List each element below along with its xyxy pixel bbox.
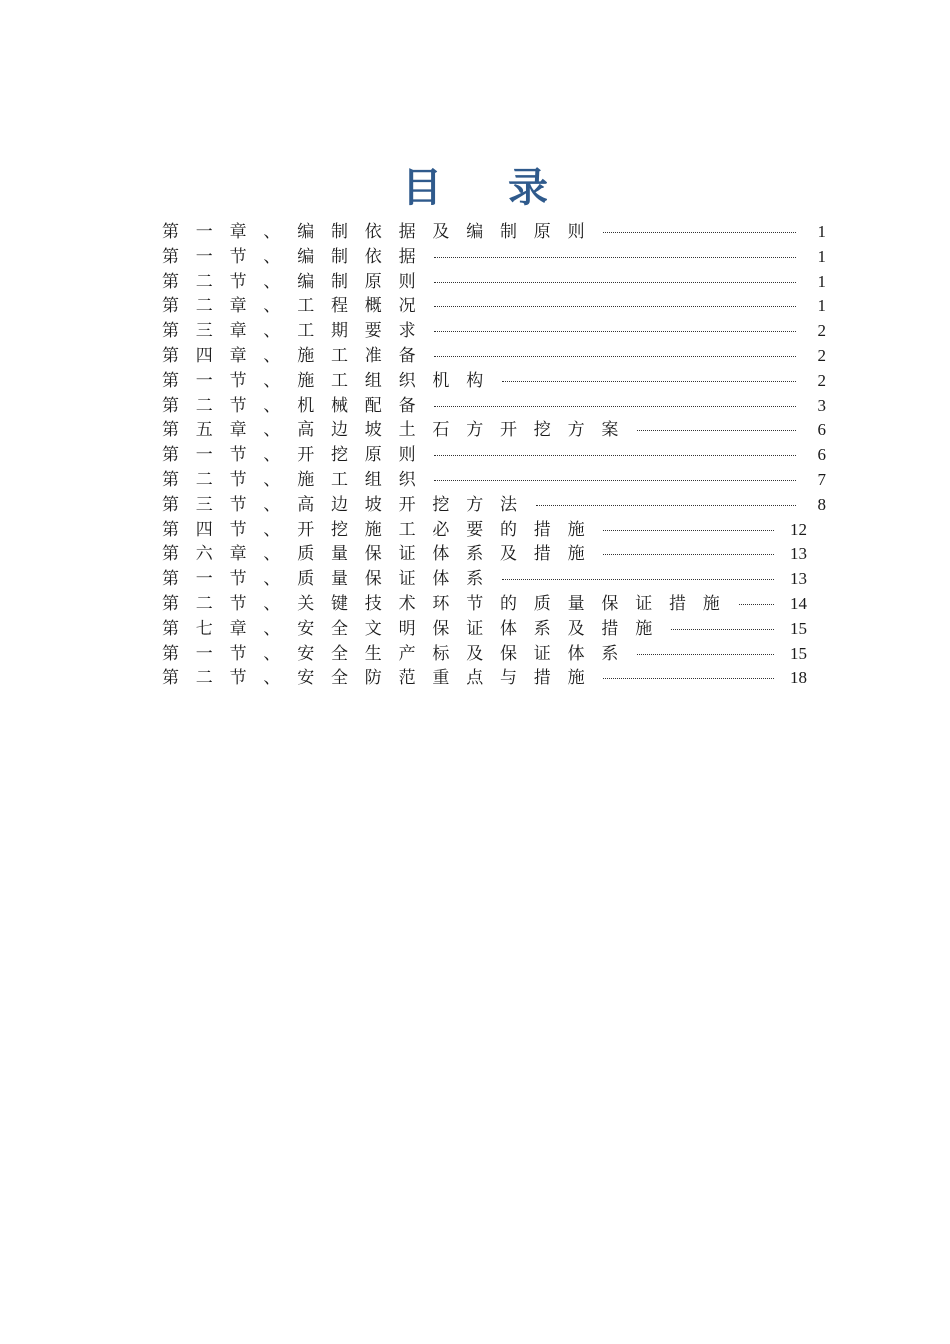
toc-page-number: 12 [790,519,807,539]
toc-page-number: 1 [817,296,826,316]
toc-entry[interactable] [162,617,826,642]
toc-dot-leader [603,530,774,531]
toc-dot-leader [434,331,796,332]
toc-entry-text: 第五章、高边坡土石方开挖方案 [162,420,636,441]
toc-entry-text: 第三节、高边坡开挖方法 [162,494,534,515]
toc-page-number: 3 [817,395,826,415]
toc-entry[interactable] [162,245,826,270]
toc-page-number: 1 [817,246,826,266]
toc-page-number: 13 [790,544,807,564]
toc-entry-text: 第一节、质量保证体系 [162,569,500,590]
toc-page-number: 15 [790,618,807,638]
toc-page-number: 8 [817,494,826,514]
toc-entry[interactable] [162,493,826,518]
toc-title-left: 目 [402,164,442,211]
toc-page-number: 1 [817,222,826,241]
toc-dot-leader [671,629,774,630]
toc-dot-leader [434,356,796,357]
toc-entry-text: 第一节、安全生产标及保证体系 [162,643,636,664]
toc-title-right: 录 [508,164,548,211]
toc-entry-text: 第一章、编制依据及编制原则 [162,222,602,242]
toc-dot-leader [502,579,774,580]
toc-dot-leader [637,430,796,431]
toc-entry[interactable] [162,270,826,295]
toc-entry[interactable] [162,468,826,493]
toc-page-number: 6 [817,420,826,440]
toc-entry-text: 第三章、工期要求 [162,321,433,342]
toc-dot-leader [603,554,774,555]
toc-entry[interactable] [162,592,826,617]
toc-entry[interactable] [162,369,826,394]
toc-entry-text: 第一节、编制依据 [162,246,433,267]
toc-page-number: 7 [817,469,826,489]
toc-entry-text: 第四节、开挖施工必要的措施 [162,519,602,540]
toc-dot-leader [739,604,774,605]
toc-page-number: 15 [790,643,807,663]
toc-entry-text: 第七章、安全文明保证体系及措施 [162,618,669,639]
toc-entry-text: 第六章、质量保证体系及措施 [162,544,602,565]
toc-dot-leader [502,381,796,382]
toc-page-number: 18 [790,668,807,688]
toc-entry-text: 第二节、关键技术环节的质量保证措施 [162,593,737,614]
toc-page-number: 6 [817,445,826,465]
toc-dot-leader [603,678,774,679]
toc-entry[interactable] [162,394,826,419]
toc-entry-text: 第二节、机械配备 [162,395,433,416]
toc-dot-leader [434,406,796,407]
toc-entry[interactable] [162,418,826,443]
toc-entry-text: 第二节、编制原则 [162,271,433,292]
toc-page-number: 1 [817,271,826,291]
toc-title [0,160,950,216]
toc-entry-text: 第二节、施工组织 [162,469,433,490]
toc-entry-text: 第二节、安全防范重点与措施 [162,668,602,689]
toc-entry[interactable] [162,642,826,667]
toc-page-number: 2 [817,345,826,365]
toc-entry-text: 第一节、施工组织机构 [162,370,500,391]
toc-dot-leader [603,232,796,233]
toc-entry[interactable] [162,542,826,567]
toc-dot-leader [434,257,796,258]
toc-dot-leader [434,282,796,283]
toc-page-number: 13 [790,569,807,589]
toc-entry[interactable] [162,666,826,691]
toc-dot-leader [637,654,774,655]
toc-entry-text: 第四章、施工准备 [162,345,433,366]
toc-entry[interactable] [162,319,826,344]
toc-entry[interactable] [162,294,826,319]
toc-page-number: 14 [790,593,807,613]
toc-dot-leader [536,505,796,506]
toc-list [162,220,826,691]
toc-dot-leader [434,455,796,456]
toc-dot-leader [434,306,796,307]
toc-dot-leader [434,480,796,481]
toc-entry[interactable] [162,518,826,543]
toc-page-number: 2 [817,321,826,341]
toc-entry[interactable] [162,567,826,592]
toc-entry[interactable] [162,220,826,245]
toc-entry-text: 第二章、工程概况 [162,296,433,317]
toc-page-number: 2 [817,370,826,390]
toc-entry[interactable] [162,443,826,468]
toc-entry[interactable] [162,344,826,369]
toc-entry-text: 第一节、开挖原则 [162,445,433,466]
